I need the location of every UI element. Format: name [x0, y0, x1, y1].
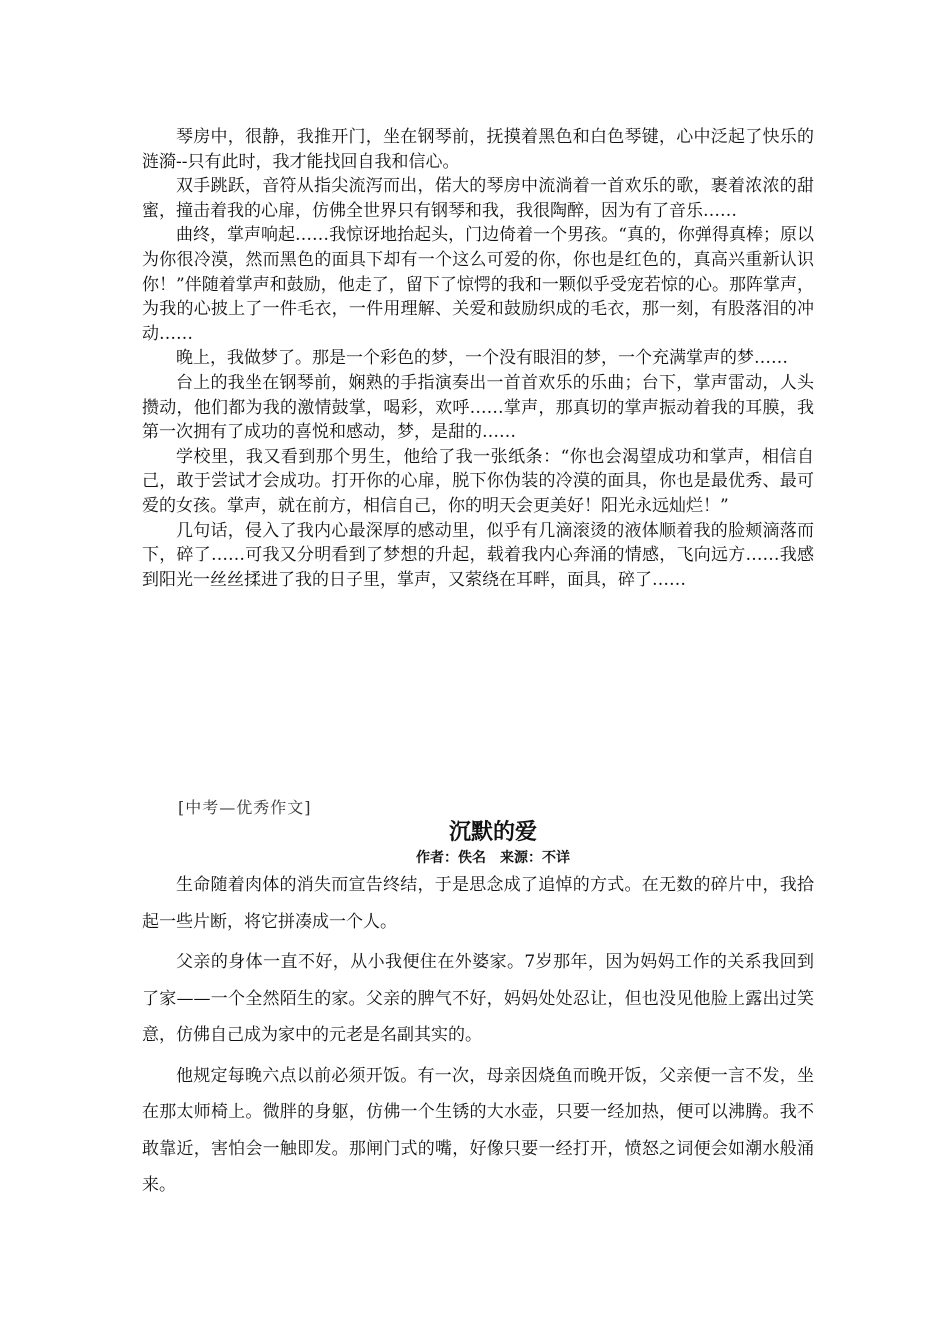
article-body [142, 867, 814, 1208]
paragraph: 生命随着肉体的消失而宣告终结，于是思念成了追悼的方式。在无数的碎片中，我拾起一些片断，将它拼凑成一个人。 [142, 875, 814, 932]
paragraph: 晚上，我做梦了。那是一个彩色的梦，一个没有眼泪的梦，一个充满掌声的梦…… [176, 348, 788, 369]
paragraph: 父亲的身体一直不好，从小我便住在外婆家。7岁那年，因为妈妈工作的关系我回到了家——一个全然陌生的家。父亲的脾气不好，妈妈处处忍让，但也没见他脸上露出过笑意，仿佛自己成为家中的元老是名副其实的。 [142, 952, 814, 1045]
story-one-body [142, 125, 814, 592]
source-label: 来源：不详 [500, 850, 570, 866]
paragraph: 台上的我坐在钢琴前，娴熟的手指演奏出一首首欢乐的乐曲；台下，掌声雷动，人头攒动，他们都为我的激情鼓掌，喝彩，欢呼……掌声，那真切的掌声振动着我的耳膜，我第一次拥有了成功的喜悦和感动，梦，是甜的…… [142, 372, 814, 443]
paragraph: 学校里，我又看到那个男生，他给了我一张纸条：“你也会渴望成功和掌声，相信自己，敢于尝试才会成功。打开你的心扉，脱下你伪装的冷漠的面具，你也是最优秀、最可爱的女孩。掌声，就在前方，相信自己，你的明天会更美好！阳光永远灿烂！” [142, 446, 814, 516]
author-label: 作者：佚名 [416, 850, 486, 866]
article-byline [0, 848, 950, 868]
section-tag: [中考—优秀作文] [178, 798, 312, 817]
paragraph: 曲终，掌声响起……我惊讶地抬起头，门边倚着一个男孩。“真的，你弹得真棒；原以为你很冷漠，然而黑色的面具下却有一个这么可爱的你，你也是红色的，真高兴重新认识你！”伴随着掌声和鼓励，他走了，留下了惊愕的我和一颗似乎受宠若惊的心。那阵掌声，为我的心披上了一件毛衣，一件用理解、关爱和鼓励织成的毛衣，那一刻，有股落泪的冲动…… [142, 225, 814, 344]
article-title: 沉默的爱 [448, 820, 537, 845]
paragraph: 几句话，侵入了我内心最深厚的感动里，似乎有几滴滚烫的液体顺着我的脸颊滴落而下，碎了……可我又分明看到了梦想的升起，载着我内心奔涌的情感，飞向远方……我感到阳光一丝丝揉进了我的日子里，掌声，又萦绕在耳畔，面具，碎了…… [142, 520, 814, 590]
paragraph: 他规定每晚六点以前必须开饭。有一次，母亲因烧鱼而晚开饭，父亲便一言不发，坐在那太师椅上。微胖的身躯，仿佛一个生锈的大水壶，只要一经加热，便可以沸腾。我不敢靠近，害怕会一触即发。那闸门式的嘴，好像只要一经打开，愤怒之词便会如潮水般涌来。 [142, 1065, 814, 1195]
paragraph: 琴房中，很静，我推开门，坐在钢琴前，抚摸着黑色和白色琴键，心中泛起了快乐的涟漪--只有此时，我才能找回自我和信心。 [142, 127, 814, 172]
paragraph: 双手跳跃，音符从指尖流泻而出，偌大的琴房中流淌着一首欢乐的歌，裹着浓浓的甜蜜，撞击着我的心扉，仿佛全世界只有钢琴和我，我很陶醉，因为有了音乐…… [142, 176, 814, 221]
